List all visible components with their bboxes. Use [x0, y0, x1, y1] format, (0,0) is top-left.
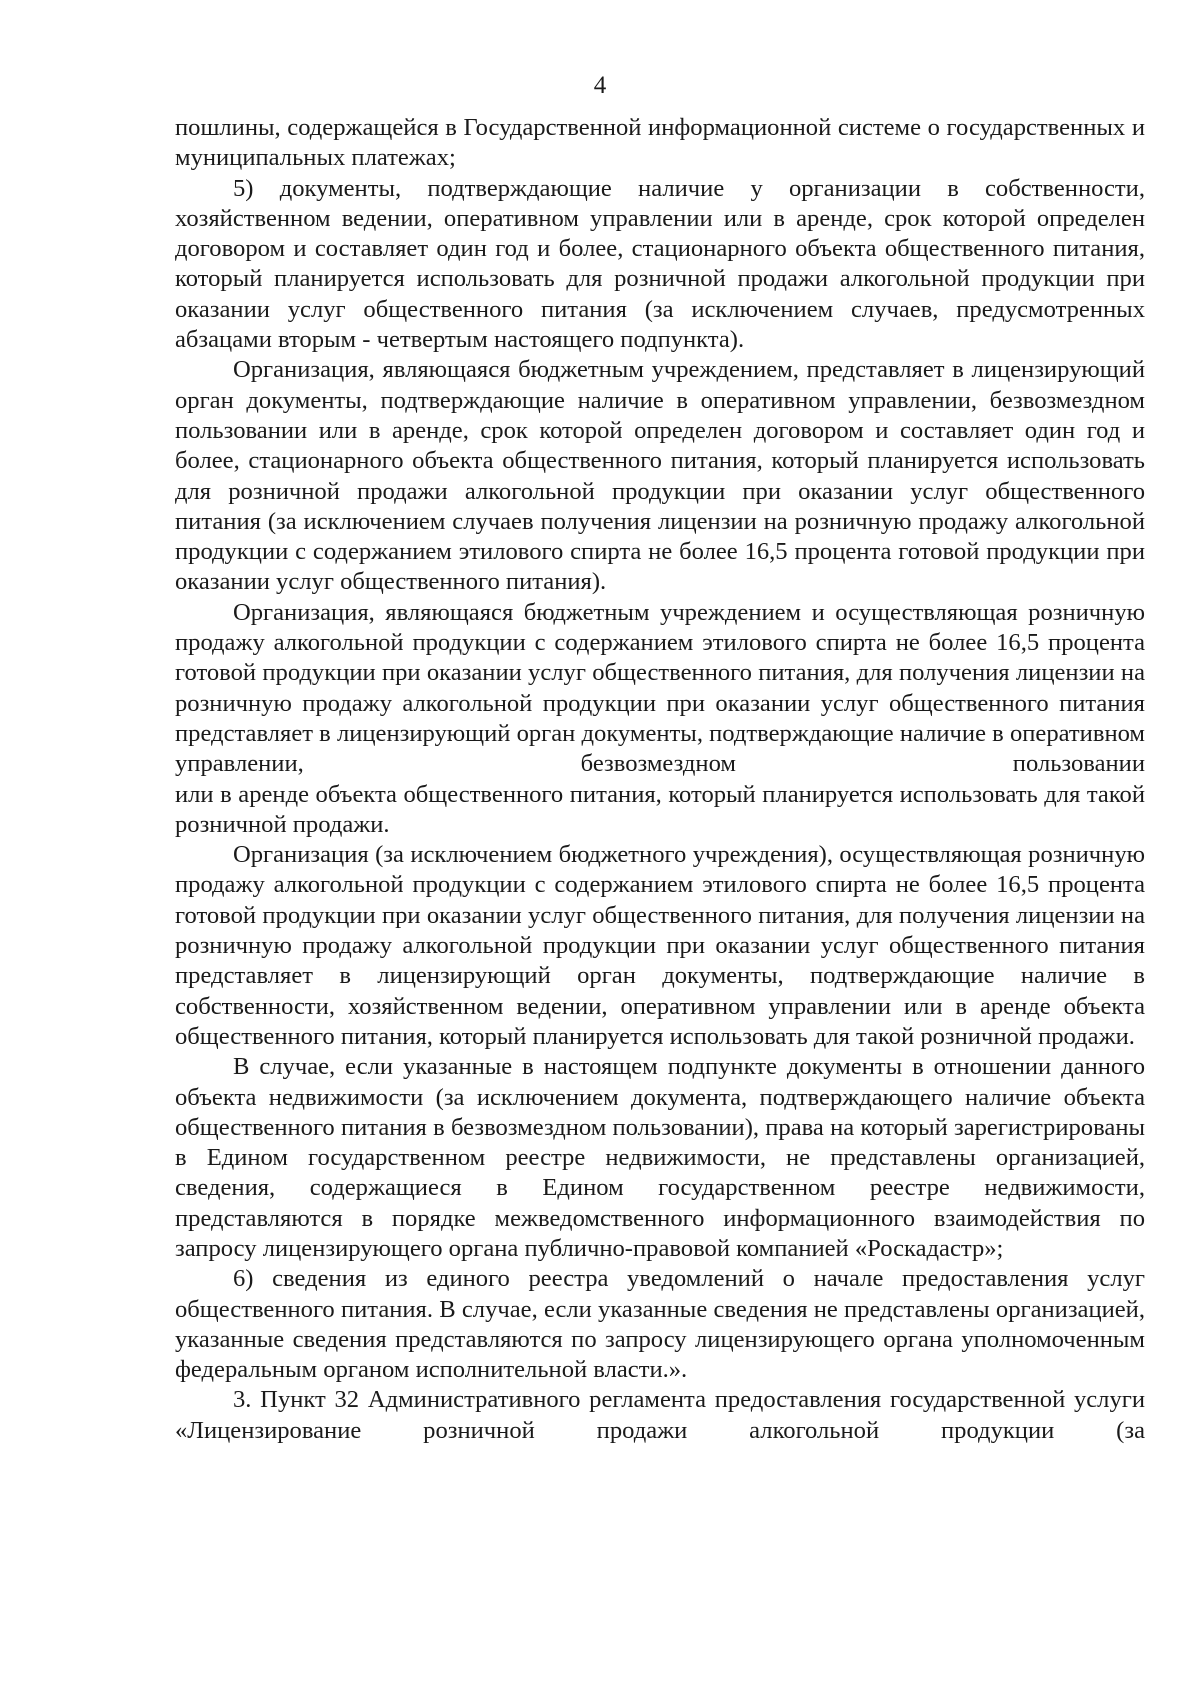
paragraph-budget-institution-retail-continued: или в аренде объекта общественного питания, который планируется использовать для такой розничной продажи.	[175, 780, 1145, 838]
paragraph-budget-institution: Организация, являющаяся бюджетным учреждением, представляет в лицензирующий орган документы, подтверждающие наличие в оперативном управлении, безвозмездном пользовании или в аренде, срок которой определен договором и составляет один год и более, стационарного объекта общественного питания, который планируется использовать для розничной продажи алкогольной продукции при оказании услуг общественного питания (за исключением случаев получения лицензии на розничную продажу алкогольной продукции с содержанием этилового спирта не более 16,5 процента готовой продукции при оказании услуг общественного питания).	[175, 356, 1145, 596]
paragraph-item-5: 5) документы, подтверждающие наличие у организации в собственности, хозяйственном ведении, оперативном управлении или в аренде, срок которой определен договором и составляет один год и более, стационарного объекта общественного питания, который планируется использовать для розничной продажи алкогольной продукции при оказании услуг общественного питания (за исключением случаев, предусмотренных абзацами вторым - четвертым настоящего подпункта).	[175, 174, 1145, 354]
document-body	[175, 113, 1145, 1446]
paragraph-continuation: пошлины, содержащейся в Государственной информационной системе о государственных и муниципальных платежах;	[175, 114, 1145, 172]
paragraph-budget-institution-retail: Организация, являющаяся бюджетным учреждением и осуществляющая розничную продажу алкогольной продукции с содержанием этилового спирта не более 16,5 процента готовой продукции при оказании услуг общественного питания, для получения лицензии на розничную продажу алкогольной продукции при оказании услуг общественного питания представляет в лицензирующий орган документы, подтверждающие наличие в оперативном управлении, безвозмездном пользовании	[175, 598, 1145, 778]
paragraph-non-budget-organization: Организация (за исключением бюджетного учреждения), осуществляющая розничную продажу алкогольной продукции с содержанием этилового спирта не более 16,5 процента готовой продукции при оказании услуг общественного питания, для получения лицензии на розничную продажу алкогольной продукции при оказании услуг общественного питания представляет в лицензирующий орган документы, подтверждающие наличие в собственности, хозяйственном ведении, оперативном управлении или в аренде объекта общественного питания, который планируется использовать для такой розничной продажи.	[175, 841, 1145, 1050]
paragraph-real-estate-registry: В случае, если указанные в настоящем подпункте документы в отношении данного объекта недвижимости (за исключением документа, подтверждающего наличие объекта общественного питания в безвозмездном пользовании), права на который зарегистрированы в Едином государственном реестре недвижимости, не представлены организацией, сведения, содержащиеся в Едином государственном реестре недвижимости, представляются в порядке межведомственного информационного взаимодействия по запросу лицензирующего органа публично-правовой компанией «Роскадастр»;	[175, 1053, 1145, 1262]
paragraph-item-6: 6) сведения из единого реестра уведомлений о начале предоставления услуг общественного питания. В случае, если указанные сведения не представлены организацией, указанные сведения представляются по запросу лицензирующего органа уполномоченным федеральным органом исполнительной власти.».	[175, 1265, 1145, 1384]
paragraph-point-3: 3. Пункт 32 Административного регламента предоставления государственной услуги «Лицензирование розничной продажи алкогольной продукции (за	[175, 1386, 1145, 1444]
page-number: 4	[593, 72, 607, 99]
